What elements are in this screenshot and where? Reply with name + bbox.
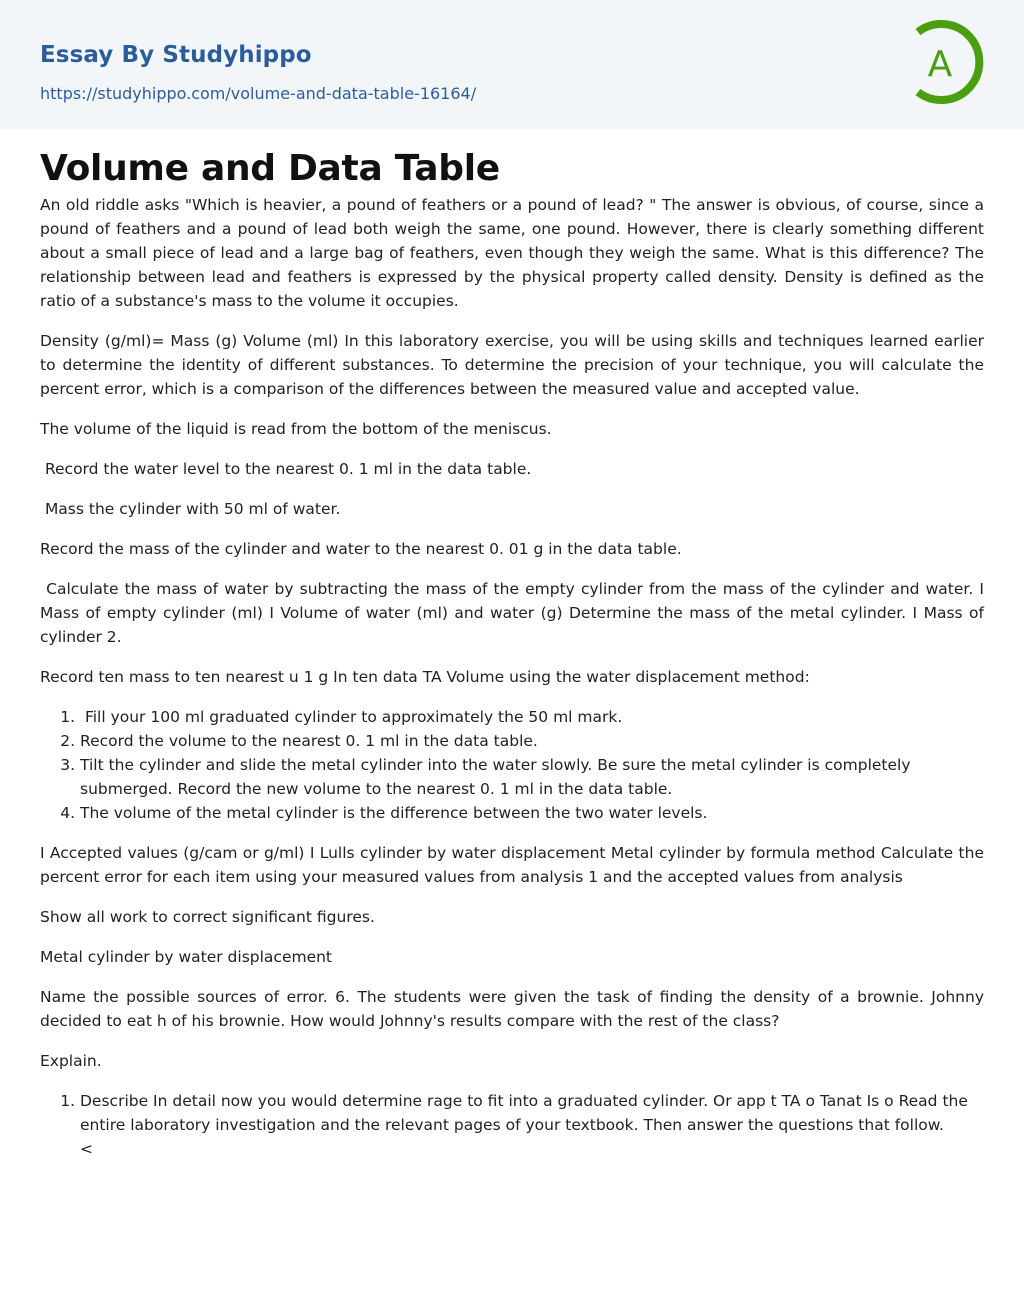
article-body [0, 147, 1024, 1161]
question-text: Describe In detail now you would determine rage to fit into a graduated cylinder. Or app t TA o Tanat Is o Read the entire laboratory investigation and the relevant pages of your textbook. Then answer the questions that follow. [80, 1092, 968, 1134]
list-item: 3. Tilt the cylinder and slide the metal cylinder into the water slowly. Be sure the metal cylinder is completely submerged. Record the new volume to the nearest 0. 1 ml in the data table. [80, 753, 984, 801]
paragraph: Density (g/ml)= Mass (g) Volume (ml) In this laboratory exercise, you will be using skills and techniques learned earlier to determine the identity of different substances. To determine the precision of your technique, you will calculate the percent error, which is a comparison of the differences between the measured value and accepted value. [40, 332, 984, 398]
paragraph: Metal cylinder by water displacement [40, 948, 333, 966]
paragraph: Name the possible sources of error. 6. The students were given the task of finding the density of a brownie. Johnny decided to eat h of his brownie. How would Johnny's results compare with the rest of the class? [40, 988, 984, 1030]
list-item [80, 1089, 984, 1161]
paragraph: The volume of the liquid is read from the bottom of the meniscus. [40, 420, 552, 438]
site-header [0, 0, 1024, 129]
paragraph: Record the mass of the cylinder and water to the nearest 0. 01 g in the data table. [40, 540, 682, 558]
studyhippo-logo-icon[interactable] [908, 18, 988, 106]
site-brand[interactable]: Essay By Studyhippo [40, 42, 312, 68]
list-item: 4. The volume of the metal cylinder is the difference between the two water levels. [80, 801, 984, 825]
list-item: 1. Fill your 100 ml graduated cylinder to approximately the 50 ml mark. [80, 705, 984, 729]
trailing-char: < [80, 1140, 93, 1158]
paragraph: Explain. [40, 1052, 102, 1070]
essay-url-link[interactable]: https://studyhippo.com/volume-and-data-table-16164/ [40, 84, 477, 103]
page-title: Volume and Data Table [40, 148, 500, 189]
paragraph: An old riddle asks "Which is heavier, a pound of feathers or a pound of lead? " The answer is obvious, of course, since a pound of feathers and a pound of lead both weigh the same, one pound. However, there is clearly something different about a small piece of lead and a large bag of feathers, even though they weigh the same. What is this difference? The relationship between lead and feathers is expressed by the physical property called density. Density is defined as the ratio of a substance's mass to the volume it occupies. [40, 196, 984, 310]
paragraph: Record the water level to the nearest 0. 1 ml in the data table. [40, 460, 532, 478]
paragraph: Mass the cylinder with 50 ml of water. [40, 500, 341, 518]
paragraph: Calculate the mass of water by subtracting the mass of the empty cylinder from the mass of the cylinder and water. I Mass of empty cylinder (ml) I Volume of water (ml) and water (g) Determine the mass of the metal cylinder. I Mass of cylinder 2. [40, 580, 989, 646]
paragraph: Record ten mass to ten nearest u 1 g In ten data TA Volume using the water displacement method: [40, 668, 810, 686]
paragraph: I Accepted values (g/cam or g/ml) I Lulls cylinder by water displacement Metal cylinder by formula method Calculate the percent error for each item using your measured values from analysis 1 and the accepted values from analysis [40, 844, 984, 886]
paragraph: Show all work to correct significant figures. [40, 908, 375, 926]
list-item: 2. Record the volume to the nearest 0. 1 ml in the data table. [80, 729, 984, 753]
procedure-steps-list [40, 705, 984, 825]
svg-text:A: A [927, 44, 953, 85]
questions-list [40, 1089, 984, 1161]
